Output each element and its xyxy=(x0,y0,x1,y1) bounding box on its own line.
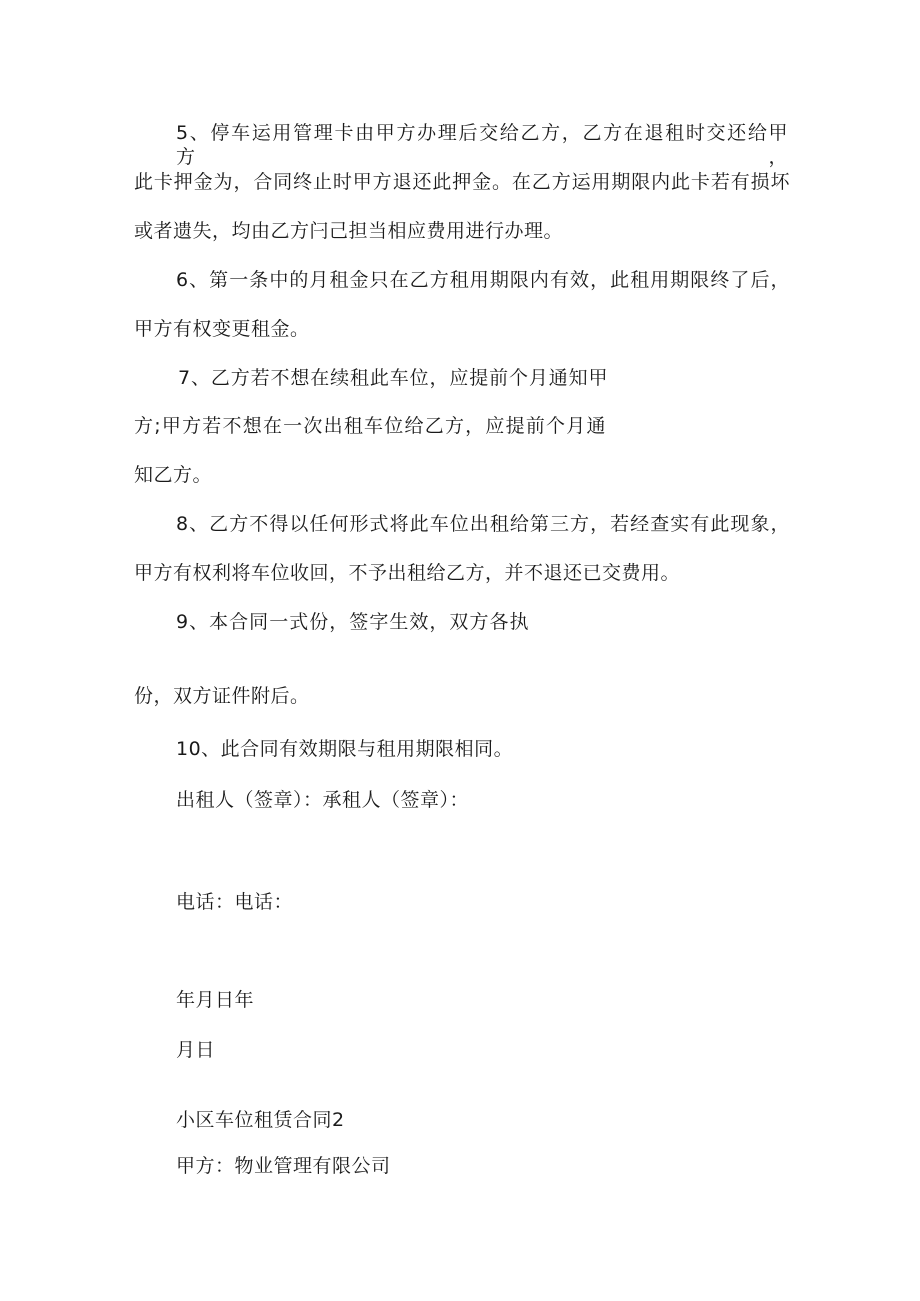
clause-6-line-1: 6、第一条中的月租金只在乙方租用期限内有效，此租用期限终了后， xyxy=(176,269,790,291)
clause-7-line-2: 方;甲方若不想在一次出租车位给乙方，应提前个月通 xyxy=(134,415,606,437)
clause-5-line-2: 此卡押金为，合同终止时甲方退还此押金。在乙方运用期限内此卡若有损坏 xyxy=(134,171,790,193)
date-line-1: 年月日年 xyxy=(176,989,255,1011)
clause-10: 10、此合同有效期限与租用期限相同。 xyxy=(176,738,514,760)
clause-9-line-2: 份，双方证件附后。 xyxy=(134,685,310,707)
signature-line: 出租人（签章）：承租人（签章）： xyxy=(176,789,470,811)
clause-7-line-1: 7、乙方若不想在续租此车位，应提前个月通知甲 xyxy=(178,367,608,389)
clause-7-line-3: 知乙方。 xyxy=(134,464,213,486)
contract-title: 小区车位租赁合同2 xyxy=(176,1109,345,1131)
party-a-line: 甲方：物业管理有限公司 xyxy=(176,1155,391,1177)
date-line-2: 月日 xyxy=(176,1039,216,1061)
clause-8-line-1: 8、乙方不得以任何形式将此车位出租给第三方，若经查实有此现象， xyxy=(176,513,790,535)
clause-8-line-2: 甲方有权利将车位收回，不予出租给乙方，并不退还已交费用。 xyxy=(134,562,681,584)
clause-6-line-2: 甲方有权变更租金。 xyxy=(134,318,310,340)
clause-5-line-3: 或者遗失，均由乙方闩己担当相应费用进行办理。 xyxy=(134,220,564,242)
clause-5-line-1: 5、停车运用管理卡由甲方办理后交给乙方，乙方在退租时交还给甲方， xyxy=(176,122,788,168)
phone-line: 电话：电话： xyxy=(176,891,294,913)
clause-9-line-1: 9、本合同一式份，签字生效，双方各执 xyxy=(176,611,529,633)
